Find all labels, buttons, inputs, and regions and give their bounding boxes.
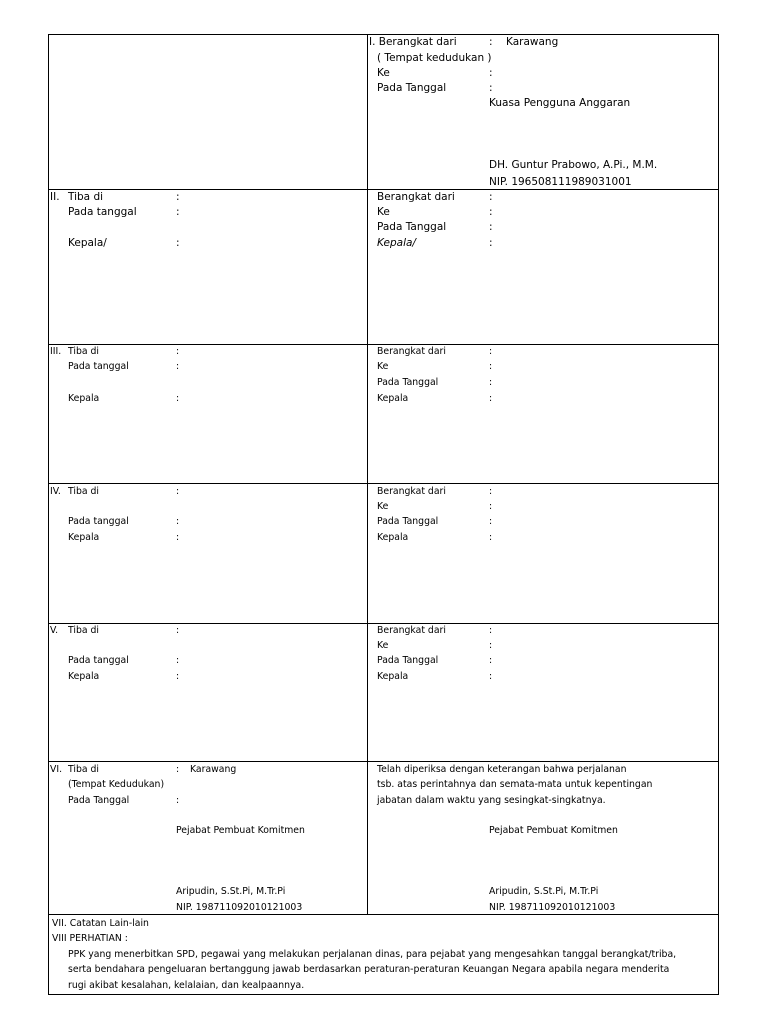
section3-pada-tanggal-right: Pada Tanggal (377, 377, 439, 388)
section3-ke-label: Ke (377, 361, 389, 372)
divider-section-3 (48, 344, 719, 345)
section1-colon: : (489, 36, 493, 48)
footer-line2: serta bendahara pengeluaran bertanggung jawab berdasarkan peraturan-peraturan Keuangan Negara apabila negara menderita (68, 964, 670, 975)
section2-colon: : (176, 206, 180, 218)
divider-section-2 (48, 189, 719, 190)
section2-ke-label: Ke (377, 206, 390, 218)
section6-tiba-label: Tiba di (68, 764, 100, 775)
section6-tempat-kedudukan: (Tempat Kedudukan) (68, 779, 165, 790)
section2-berangkat-label: Berangkat dari (377, 191, 455, 203)
section4-pada-tanggal-right: Pada Tanggal (377, 516, 439, 527)
divider-section-4 (48, 483, 719, 484)
section4-berangkat-label: Berangkat dari (377, 486, 446, 497)
section2-colon: : (176, 191, 180, 203)
section2-kepala-right: Kepala/ (377, 237, 416, 249)
section6-roman: VI. (50, 764, 63, 775)
section4-pada-tanggal-label: Pada tanggal (68, 516, 129, 527)
section6-check-line2: tsb. atas perintahnya dan semata-mata untuk kepentingan (377, 779, 653, 790)
section2-tiba-label: Tiba di (68, 191, 104, 203)
section6-colon: : (176, 795, 180, 806)
section4-colon: : (489, 516, 493, 527)
divider-footer (48, 914, 719, 915)
section2-colon: : (489, 191, 493, 203)
section5-ke-label: Ke (377, 640, 389, 651)
divider-section-6 (48, 761, 719, 762)
section1-colon: : (489, 67, 493, 79)
section4-colon: : (176, 516, 180, 527)
section5-colon: : (176, 655, 180, 666)
section2-colon: : (489, 237, 493, 249)
section5-colon: : (176, 625, 180, 636)
section3-colon: : (489, 346, 493, 357)
section4-roman: IV. (50, 486, 61, 497)
section6-name-right: Aripudin, S.St.Pi, M.Tr.Pi (489, 886, 599, 897)
section4-colon: : (489, 532, 493, 543)
section5-berangkat-label: Berangkat dari (377, 625, 446, 636)
section4-kepala-label: Kepala (68, 532, 100, 543)
section4-colon: : (489, 501, 493, 512)
section5-colon: : (176, 671, 180, 682)
section5-tiba-label: Tiba di (68, 625, 100, 636)
section5-colon: : (489, 671, 493, 682)
section1-official-name: DH. Guntur Prabowo, A.Pi., M.M. (489, 159, 658, 171)
column-divider (367, 34, 368, 914)
footer-line1: PPK yang menerbitkan SPD, pegawai yang melakukan perjalanan dinas, para pejabat yang mengesahkan tanggal berangkat/triba, (68, 949, 677, 960)
section5-pada-tanggal-label: Pada tanggal (68, 655, 129, 666)
section6-check-line1: Telah diperiksa dengan keterangan bahwa perjalanan (377, 764, 627, 775)
section6-colon: : (176, 764, 180, 775)
section2-kepala-label: Kepala/ (68, 237, 107, 249)
section1-berangkat-label: I. Berangkat dari (369, 36, 457, 48)
section5-roman: V. (50, 625, 59, 636)
footer-perhatian: VIII PERHATIAN : (52, 933, 128, 944)
section6-pejabat-left: Pejabat Pembuat Komitmen (176, 825, 305, 836)
section2-pada-tanggal-right: Pada Tanggal (377, 221, 447, 233)
section5-colon: : (489, 655, 493, 666)
section3-colon: : (176, 346, 180, 357)
section3-berangkat-label: Berangkat dari (377, 346, 446, 357)
section3-colon: : (176, 393, 180, 404)
section5-colon: : (489, 625, 493, 636)
section5-kepala-right: Kepala (377, 671, 409, 682)
section1-ke-label: Ke (377, 67, 390, 79)
section1-pada-tanggal-label: Pada Tanggal (377, 82, 447, 94)
section6-pada-tanggal-label: Pada Tanggal (68, 795, 130, 806)
section3-colon: : (489, 377, 493, 388)
section1-berangkat-value: Karawang (506, 36, 559, 48)
section1-official-nip: NIP. 196508111989031001 (489, 176, 632, 188)
section4-tiba-label: Tiba di (68, 486, 100, 497)
section6-nip-left: NIP. 198711092010121003 (176, 902, 303, 913)
section4-colon: : (176, 486, 180, 497)
section3-kepala-label: Kepala (68, 393, 100, 404)
section3-roman: III. (50, 346, 62, 357)
section4-ke-label: Ke (377, 501, 389, 512)
section1-kuasa: Kuasa Pengguna Anggaran (489, 97, 631, 109)
section5-kepala-label: Kepala (68, 671, 100, 682)
footer-catatan: VII. Catatan Lain-lain (52, 918, 149, 929)
section2-colon: : (489, 206, 493, 218)
section6-name-left: Aripudin, S.St.Pi, M.Tr.Pi (176, 886, 286, 897)
section4-colon: : (176, 532, 180, 543)
section1-tempat-kedudukan: ( Tempat kedudukan ) (377, 52, 492, 64)
section6-tiba-value: Karawang (190, 764, 237, 775)
section3-pada-tanggal-label: Pada tanggal (68, 361, 129, 372)
section3-kepala-right: Kepala (377, 393, 409, 404)
section3-colon: : (489, 361, 493, 372)
section3-colon: : (489, 393, 493, 404)
section4-kepala-right: Kepala (377, 532, 409, 543)
section4-colon: : (489, 486, 493, 497)
section6-pejabat-right: Pejabat Pembuat Komitmen (489, 825, 618, 836)
section2-colon: : (176, 237, 180, 249)
section2-colon: : (489, 221, 493, 233)
section2-roman: II. (50, 191, 60, 203)
section6-nip-right: NIP. 198711092010121003 (489, 902, 616, 913)
section5-colon: : (489, 640, 493, 651)
section2-pada-tanggal-label: Pada tanggal (68, 206, 137, 218)
divider-section-5 (48, 623, 719, 624)
section5-pada-tanggal-right: Pada Tanggal (377, 655, 439, 666)
footer-line3: rugi akibat kesalahan, kelalaian, dan kealpaannya. (68, 980, 305, 991)
section6-check-line3: jabatan dalam waktu yang sesingkat-singkatnya. (377, 795, 606, 806)
section3-tiba-label: Tiba di (68, 346, 100, 357)
section3-colon: : (176, 361, 180, 372)
section1-colon: : (489, 82, 493, 94)
